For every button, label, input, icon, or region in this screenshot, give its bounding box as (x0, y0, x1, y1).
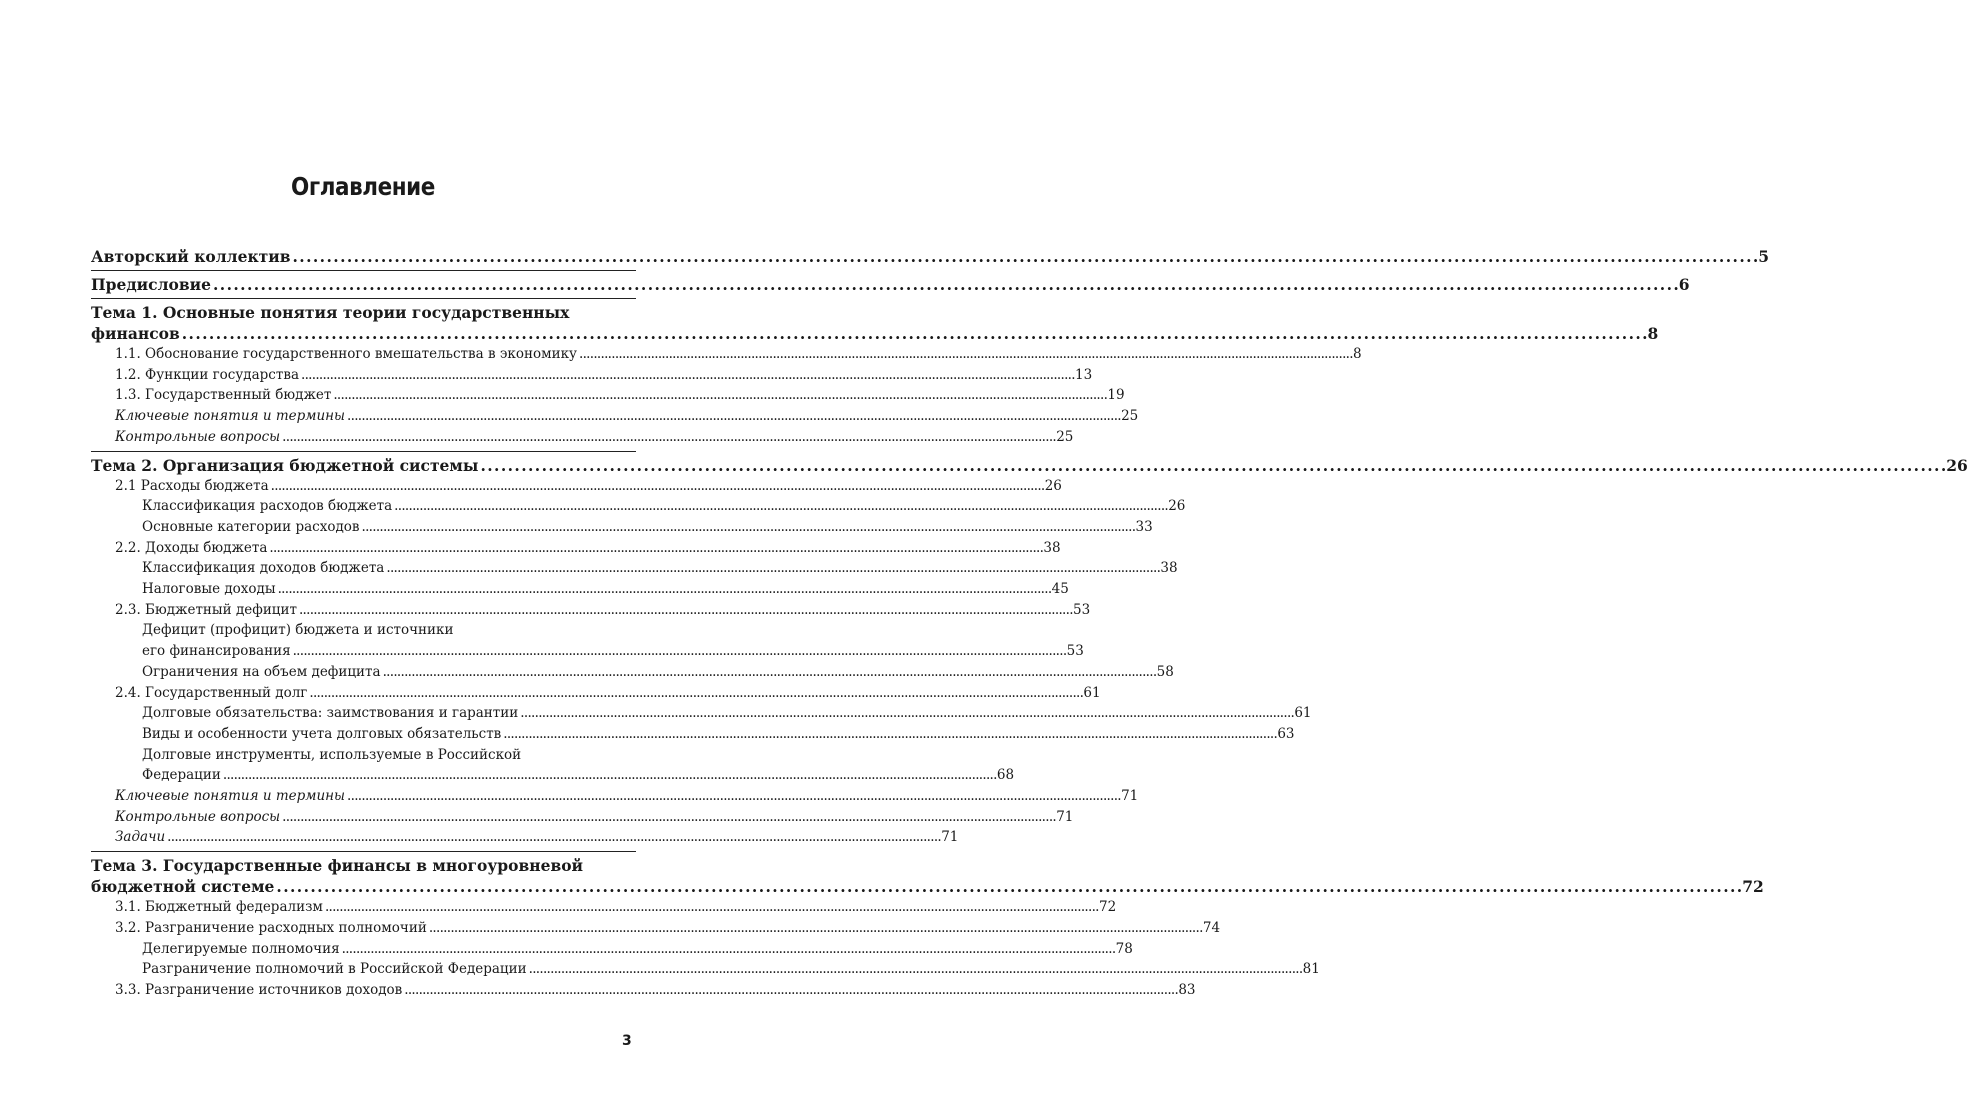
toc-entry[interactable] (91, 274, 1690, 295)
toc-entry-title: 3.3. Разграничение источников доходов (115, 981, 403, 998)
toc-entry-title-line: Тема 3. Государственные финансы в многоуровневой (91, 856, 584, 876)
toc-entry-page: 26 (1946, 455, 1968, 475)
toc-entry-title: Делегируемые полномочия (142, 940, 340, 957)
toc-entry-title-line: Долговые инструменты, используемые в Российской (142, 746, 522, 763)
toc-entry[interactable] (91, 959, 1320, 980)
toc-entry-page: 72 (1098, 899, 1117, 916)
toc-entry-title: Налоговые доходы (142, 581, 276, 598)
toc-entry-page: 26 (1044, 477, 1062, 494)
dot-leader (529, 959, 1301, 980)
dot-leader (342, 939, 1114, 960)
toc-entry-page: 38 (1160, 560, 1178, 577)
dot-leader (325, 897, 1097, 918)
dot-leader (301, 365, 1073, 386)
toc-entry-title: 1.3. Государственный бюджет (115, 387, 332, 404)
toc-entry-title: Контрольные вопросы (115, 428, 281, 445)
toc-entry-page: 71 (1056, 808, 1074, 825)
toc-entry-title: Авторский коллектив (91, 247, 291, 266)
toc-entry-page: 83 (1178, 981, 1196, 998)
toc-entry[interactable] (91, 827, 959, 848)
toc-entry-page: 74 (1202, 919, 1221, 936)
dot-leader (182, 323, 1646, 344)
toc-entry[interactable] (91, 703, 1312, 724)
dot-leader (282, 427, 1054, 448)
toc-entry[interactable] (91, 939, 1133, 960)
toc-entry-title: Ключевые понятия и термины (115, 788, 346, 805)
toc-entry[interactable] (91, 745, 1015, 786)
toc-entry-page: 61 (1294, 705, 1312, 722)
dot-leader (480, 455, 1944, 476)
toc-entry-page: 45 (1051, 581, 1069, 598)
dot-leader (386, 558, 1158, 579)
section-divider (91, 270, 636, 271)
toc-entry-title: Задачи (115, 829, 166, 846)
toc-entry-page: 8 (1647, 324, 1659, 343)
toc-entry-title: Основные категории расходов (142, 518, 360, 535)
dot-leader (333, 385, 1105, 406)
toc-entry[interactable] (91, 600, 1091, 621)
toc-entry-page: 68 (996, 767, 1015, 784)
toc-entry[interactable] (91, 538, 1061, 559)
toc-entry[interactable] (91, 918, 1221, 939)
toc-entry-title: Предисловие (91, 275, 211, 294)
toc-entry[interactable] (91, 855, 1764, 897)
toc-entry[interactable] (91, 807, 1074, 828)
dot-leader (579, 344, 1351, 365)
toc-entry[interactable] (91, 579, 1069, 600)
toc-entry-page: 25 (1056, 428, 1074, 445)
dot-leader (309, 683, 1081, 704)
toc-entry-page: 33 (1135, 518, 1153, 535)
toc-entry[interactable] (91, 455, 1968, 476)
toc-entry-page: 13 (1075, 366, 1093, 383)
toc-entry-page: 81 (1302, 961, 1320, 978)
toc-entry-title: 2.1 Расходы бюджета (115, 477, 269, 494)
table-of-contents (91, 243, 1968, 1001)
toc-entry-title: Ключевые понятия и термины (115, 408, 346, 425)
section-divider (91, 451, 636, 452)
toc-entry[interactable] (91, 385, 1125, 406)
toc-entry-page: 8 (1353, 346, 1362, 362)
page-title: Оглавление (291, 172, 435, 201)
toc-entry-title: 2.4. Государственный долг (115, 684, 308, 701)
toc-entry-title: Разграничение полномочий в Российской Федерации (142, 961, 527, 978)
dot-leader (213, 274, 1677, 295)
toc-entry-title: Тема 2. Организация бюджетной системы (91, 455, 479, 475)
toc-entry-page: 6 (1678, 275, 1690, 294)
toc-entry-page: 53 (1066, 643, 1084, 660)
toc-entry-page: 58 (1156, 663, 1174, 680)
dot-leader (269, 538, 1041, 559)
toc-entry-page: 63 (1277, 725, 1295, 742)
toc-entry-page: 25 (1121, 408, 1139, 425)
dot-leader (361, 517, 1133, 538)
dot-leader (271, 476, 1043, 497)
toc-entry-page: 38 (1043, 539, 1061, 556)
dot-leader (347, 786, 1119, 807)
toc-entry-title: финансов (91, 324, 180, 343)
toc-entry[interactable] (91, 683, 1101, 704)
toc-entry-title: Классификация расходов бюджета (142, 498, 393, 515)
section-divider (91, 851, 636, 852)
toc-entry-title: Виды и особенности учета долговых обязательств (142, 725, 502, 742)
dot-leader (503, 724, 1275, 745)
toc-entry-page: 71 (941, 829, 959, 846)
toc-entry[interactable] (91, 662, 1174, 683)
toc-entry[interactable] (91, 620, 1084, 661)
toc-entry-title: Федерации (142, 767, 221, 784)
toc-entry-page: 71 (1121, 788, 1139, 805)
dot-leader (293, 246, 1757, 267)
toc-entry[interactable] (91, 724, 1295, 745)
toc-entry[interactable] (91, 558, 1178, 579)
toc-entry-title: Классификация доходов бюджета (142, 560, 385, 577)
toc-entry[interactable] (91, 786, 1139, 807)
toc-entry[interactable] (91, 517, 1153, 538)
dot-leader (429, 918, 1201, 939)
toc-entry-page: 26 (1168, 498, 1186, 515)
toc-entry[interactable] (91, 406, 1139, 427)
toc-entry-page: 19 (1107, 387, 1125, 404)
toc-entry-title: Ограничения на объем дефицита (142, 663, 381, 680)
dot-leader (299, 600, 1071, 621)
page-number: 3 (622, 1033, 632, 1049)
dot-leader (404, 980, 1176, 1001)
section-divider (91, 298, 636, 299)
toc-entry[interactable] (91, 897, 1117, 918)
dot-leader (347, 406, 1119, 427)
toc-entry-page: 5 (1758, 247, 1770, 266)
dot-leader (383, 662, 1155, 683)
toc-entry-title: Контрольные вопросы (115, 808, 281, 825)
toc-entry[interactable] (91, 427, 1074, 448)
dot-leader (394, 496, 1166, 517)
toc-entry-title: 3.1. Бюджетный федерализм (115, 899, 323, 916)
dot-leader (167, 827, 939, 848)
toc-entry[interactable] (91, 496, 1186, 517)
toc-entry[interactable] (91, 476, 1062, 497)
toc-entry-title: Долговые обязательства: заимствования и гарантии (142, 705, 519, 722)
toc-entry-title-line: Тема 1. Основные понятия теории государственных (91, 303, 570, 322)
toc-entry-page: 61 (1083, 684, 1101, 701)
toc-entry[interactable] (91, 980, 1196, 1001)
toc-entry-page: 78 (1115, 940, 1133, 957)
toc-entry-title: 2.2. Доходы бюджета (115, 539, 268, 556)
toc-entry-title: бюджетной системе (91, 877, 275, 897)
dot-leader (278, 579, 1050, 600)
toc-entry-page: 53 (1073, 601, 1091, 618)
toc-entry[interactable] (91, 302, 1659, 344)
toc-entry-title: 2.3. Бюджетный дефицит (115, 601, 297, 618)
toc-entry-title: 3.2. Разграничение расходных полномочий (115, 919, 427, 936)
toc-entry-title: его финансирования (142, 643, 291, 660)
dot-leader (276, 876, 1740, 897)
toc-entry[interactable] (91, 246, 1770, 267)
dot-leader (223, 765, 995, 786)
toc-entry[interactable] (91, 344, 1362, 365)
dot-leader (520, 703, 1292, 724)
toc-entry-title: 1.2. Функции государства (115, 366, 299, 383)
toc-entry-title-line: Дефицит (профицит) бюджета и источники (142, 622, 454, 639)
toc-entry-title: 1.1. Обоснование государственного вмешательства в экономику (115, 346, 577, 362)
dot-leader (282, 807, 1054, 828)
toc-entry[interactable] (91, 365, 1093, 386)
toc-entry-page: 72 (1742, 877, 1764, 897)
dot-leader (293, 641, 1065, 662)
